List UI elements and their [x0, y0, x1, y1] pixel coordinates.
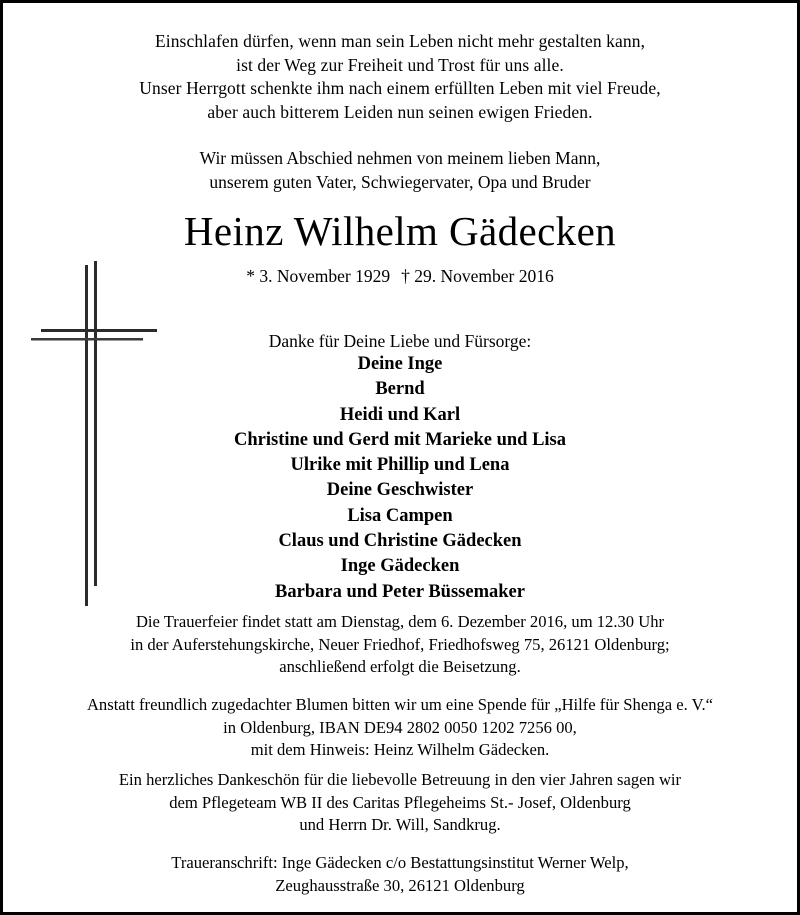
death-date: † 29. November 2016	[401, 266, 554, 286]
careteam-line: und Herrn Dr. Will, Sandkrug.	[299, 815, 501, 835]
farewell-text	[3, 146, 797, 194]
verse-text	[3, 30, 797, 124]
service-line: anschließend erfolgt die Beisetzung.	[279, 657, 521, 677]
mourner-name: Deine Geschwister	[326, 480, 474, 501]
mourner-name: Barbara und Peter Büssemaker	[275, 581, 525, 602]
careteam-line: Ein herzliches Dankeschön für die liebevolle Betreuung in den vier Jahren sagen wir	[118, 770, 682, 789]
mourner-name: Claus und Christine Gädecken	[278, 531, 522, 552]
service-details	[3, 611, 797, 679]
birth-date: * 3. November 1929	[246, 266, 391, 286]
verse-line: ist der Weg zur Freiheit und Trost für uns alle.	[236, 54, 564, 75]
deceased-name: Heinz Wilhelm Gädecken	[183, 208, 617, 254]
careteam-line: dem Pflegeteam WB II des Caritas Pflegeheims St.- Josef, Oldenburg	[169, 792, 631, 812]
donation-request	[3, 694, 797, 762]
donation-line: Anstatt freundlich zugedachter Blumen bitten wir um eine Spende für „Hilfe für Shenga e. V.“	[86, 695, 714, 714]
mourner-name: Lisa Campen	[347, 505, 453, 526]
life-dates	[3, 264, 797, 288]
address-line: Traueranschrift: Inge Gädecken c/o Bestattungsinstitut Werner Welp,	[171, 853, 629, 872]
thanks-heading: Danke für Deine Liebe und Fürsorge:	[268, 331, 532, 351]
donation-iban-line: in Oldenburg, IBAN DE94 2802 0050 1202 7256 00,	[223, 717, 577, 737]
mourner-name: Inge Gädecken	[340, 556, 460, 577]
donation-line: mit dem Hinweis: Heinz Wilhelm Gädecken.	[250, 740, 550, 760]
farewell-line: Wir müssen Abschied nehmen von meinem lieben Mann,	[199, 148, 601, 168]
mourners-list	[3, 352, 797, 605]
mourner-name: Christine und Gerd mit Marieke und Lisa	[234, 429, 566, 450]
service-line: Die Trauerfeier findet statt am Dienstag, dem 6. Dezember 2016, um 12.30 Uhr	[135, 612, 665, 631]
farewell-line: unserem guten Vater, Schwiegervater, Opa und Bruder	[209, 172, 591, 192]
mourning-address	[3, 852, 797, 897]
verse-line: Unser Herrgott schenkte ihm nach einem erfüllten Leben mit viel Freude,	[139, 78, 661, 98]
mourner-name: Heidi und Karl	[339, 404, 461, 425]
address-line: Zeughausstraße 30, 26121 Oldenburg	[275, 875, 525, 895]
service-line: in der Auferstehungskirche, Neuer Friedhof, Friedhofsweg 75, 26121 Oldenburg;	[130, 634, 670, 654]
mourner-name: Bernd	[375, 379, 425, 400]
verse-line: Einschlafen dürfen, wenn man sein Leben nicht mehr gestalten kann,	[154, 31, 646, 51]
mourner-name: Ulrike mit Phillip und Lena	[290, 455, 510, 476]
careteam-thanks	[3, 769, 797, 837]
verse-line: aber auch bitterem Leiden nun seinen ewigen Frieden.	[207, 101, 593, 122]
mourner-name: Deine Inge	[357, 354, 443, 374]
notice-inner	[3, 3, 797, 912]
